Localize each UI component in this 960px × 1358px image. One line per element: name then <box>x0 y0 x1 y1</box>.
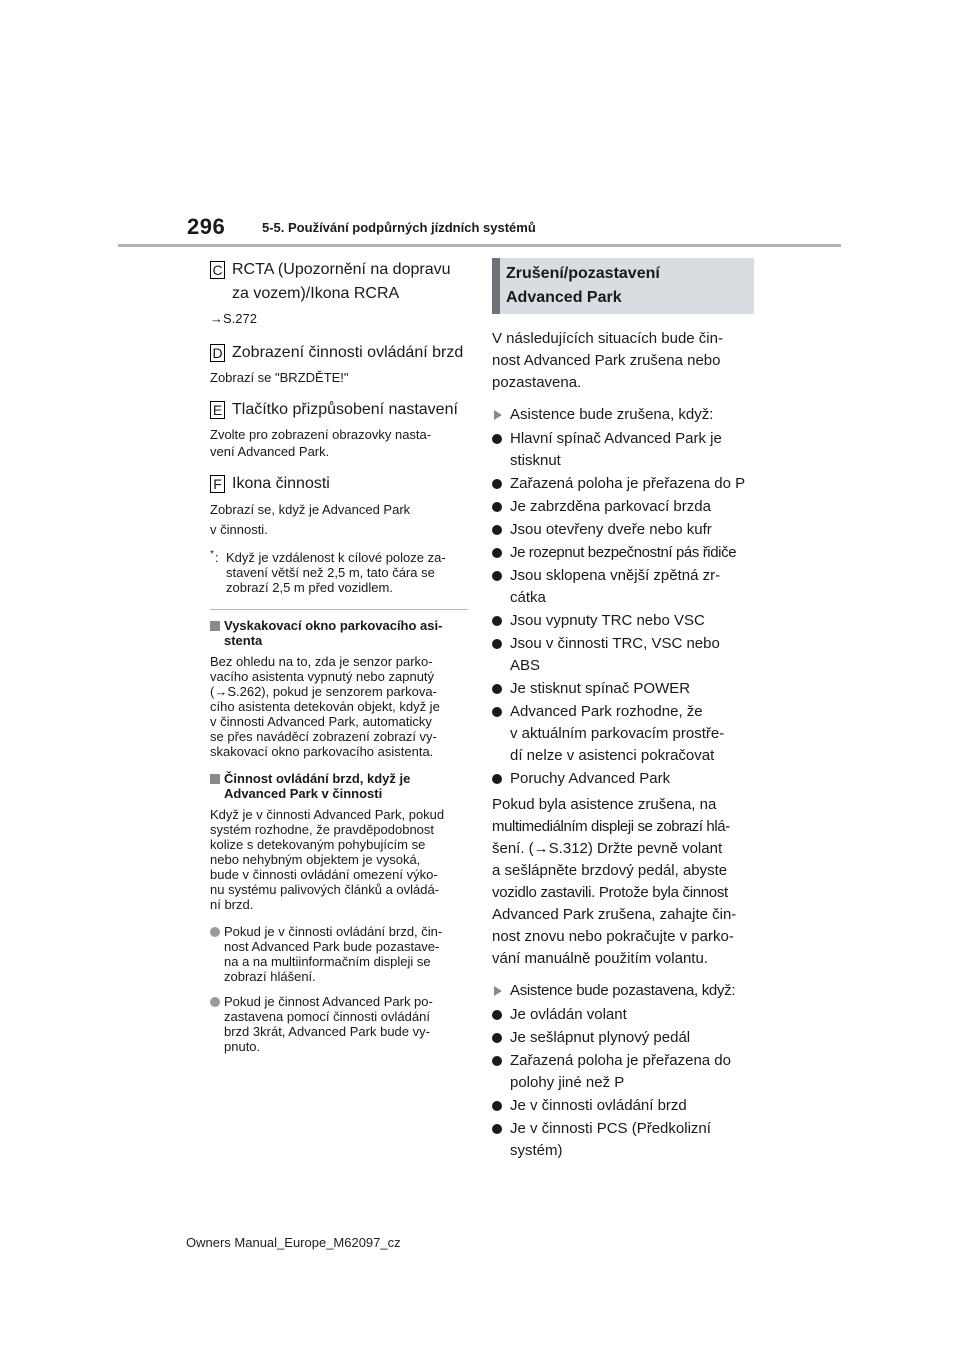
pause-item-line: polohy jiné než P <box>510 1074 625 1091</box>
bullet-icon <box>492 571 502 581</box>
popup-line: Bez ohledu na to, zda je senzor parko- <box>210 654 433 669</box>
cancel-after-paragraph <box>492 794 754 970</box>
cancel-item-line: Je zabrzděna parkovací brzda <box>510 498 711 515</box>
intro-line: pozastavena. <box>492 374 582 391</box>
cancel-item <box>492 701 754 767</box>
pause-item-line: Zařazená poloha je přeřazena do <box>510 1052 731 1069</box>
item-e-text-line1: Zvolte pro zobrazení obrazovky nasta- <box>210 427 432 442</box>
brake-line: systém rozhodne, že pravděpodobnost <box>210 822 435 837</box>
cancel-item <box>492 678 754 700</box>
circle-note-line: Pokud je činnost Advanced Park po- <box>224 994 433 1009</box>
popup-heading <box>210 618 468 648</box>
cancel-after-line: nost znovu nebo pokračujte v parko- <box>492 928 734 945</box>
brake-heading-line2: Advanced Park v činnosti <box>224 786 383 801</box>
brake-line: nebo nehybným objektem je vysoká, <box>210 852 421 867</box>
cancel-after-line: multimediálním displeji se zobrazí hlá- <box>492 818 730 835</box>
pause-title-text: Asistence bude pozastavena, když: <box>510 982 736 999</box>
triangle-bullet-icon <box>494 986 502 996</box>
circle-note-line: zastavena pomocí činnosti ovládání <box>224 1009 430 1024</box>
pause-item-line: Je v činnosti PCS (Předkolizní <box>510 1120 711 1137</box>
cancel-item-line: cátka <box>510 589 546 606</box>
pause-list <box>492 1004 754 1162</box>
footnote-star: * <box>210 549 214 560</box>
section-title: 5-5. Používání podpůrných jízdních systémů <box>262 220 536 235</box>
bullet-icon <box>492 1124 502 1134</box>
item-c-title-line1: RCTA (Upozornění na dopravu <box>232 261 451 278</box>
bullet-icon <box>492 774 502 784</box>
bullet-icon <box>492 525 502 535</box>
item-d-heading <box>210 341 468 365</box>
footnote <box>210 550 468 595</box>
cancel-item-line: Jsou v činnosti TRC, VSC nebo <box>510 635 720 652</box>
square-bullet-icon <box>210 774 220 784</box>
pause-item-line: Je sešlápnut plynový pedál <box>510 1029 691 1046</box>
cancel-item-line: Zařazená poloha je přeřazena do P <box>510 475 746 492</box>
item-f-heading <box>210 472 468 496</box>
item-c-reference[interactable]: →S.272 <box>210 311 257 326</box>
circle-note-line: brzd 3krát, Advanced Park bude vy- <box>224 1024 430 1039</box>
popup-line: skakovací okno parkovacího asistenta. <box>210 744 434 759</box>
cancel-item <box>492 610 754 632</box>
cancel-item <box>492 428 754 472</box>
item-d-text: Zobrazí se "BRZDĚTE!" <box>210 370 349 385</box>
brake-line: ní brzd. <box>210 897 254 912</box>
cancel-list <box>492 428 754 790</box>
pause-item <box>492 1050 754 1094</box>
cancel-item-line: dí nelze v asistenci pokračovat <box>510 747 715 764</box>
pause-item <box>492 1027 754 1049</box>
popup-line: vacího asistenta vypnutý nebo zapnutý <box>210 669 435 684</box>
circle-note-line: Pokud je v činnosti ovládání brzd, čin- <box>224 924 443 939</box>
item-d-title: Zobrazení činnosti ovládání brzd <box>232 344 464 361</box>
heading-line2: Advanced Park <box>506 289 622 306</box>
cancel-title-text: Asistence bude zrušena, když: <box>510 406 714 423</box>
item-f-text-line2: v činnosti. <box>210 522 268 537</box>
bullet-icon <box>492 1056 502 1066</box>
pause-item-line: Je v činnosti ovládání brzd <box>510 1097 687 1114</box>
item-e-text-line2: vení Advanced Park. <box>210 444 330 459</box>
cancel-item-line: Jsou otevřeny dveře nebo kufr <box>510 521 712 538</box>
item-f-text <box>210 500 468 540</box>
circle-note-line: na a na multiinformačním displeji se <box>224 954 431 969</box>
circle-note-2 <box>210 994 468 1054</box>
bullet-icon <box>492 684 502 694</box>
heading-line1: Zrušení/pozastavení <box>506 265 660 282</box>
tag-e: E <box>210 401 225 419</box>
cancel-item-line: stisknut <box>510 452 561 469</box>
pause-item <box>492 1095 754 1117</box>
bullet-icon <box>492 1101 502 1111</box>
popup-paragraph <box>210 654 468 759</box>
cancel-item <box>492 496 754 518</box>
brake-heading <box>210 771 468 801</box>
cancel-item-line: Jsou sklopena vnější zpětná zr- <box>510 567 721 584</box>
cancel-item-line: Hlavní spínač Advanced Park je <box>510 430 722 447</box>
cancel-item-line: Je rozepnut bezpečnostní pás řidiče <box>510 544 737 561</box>
pause-title <box>492 980 754 1002</box>
tag-f: F <box>210 475 225 493</box>
cancel-after-line: Advanced Park zrušena, zahajte čin- <box>492 906 737 923</box>
popup-line: se přes naváděcí zobrazení zobrazí vy- <box>210 729 437 744</box>
brake-paragraph <box>210 807 468 912</box>
triangle-bullet-icon <box>494 410 502 420</box>
bullet-icon <box>492 1010 502 1020</box>
circle-bullet-icon <box>210 997 220 1007</box>
footnote-line3: zobrazí 2,5 m před vozidlem. <box>226 580 393 595</box>
header-rule <box>118 244 841 247</box>
bullet-icon <box>492 548 502 558</box>
item-f-title: Ikona činnosti <box>232 475 330 492</box>
brake-line: nu systému palivových článků a ovládá- <box>210 882 440 897</box>
cancel-item-line: Je stisknut spínač POWER <box>510 680 691 697</box>
footnote-line2: stavení větší než 2,5 m, tato čára se <box>226 565 435 580</box>
item-c-title-line2: za vozem)/Ikona RCRA <box>232 285 400 302</box>
bullet-icon <box>492 434 502 444</box>
footnote-line1: Když je vzdálenost k cílové poloze za- <box>226 550 446 565</box>
cancel-item <box>492 473 754 495</box>
right-column <box>492 258 754 1163</box>
cancel-item <box>492 565 754 609</box>
intro-paragraph <box>492 328 754 394</box>
bullet-icon <box>492 707 502 717</box>
cancel-item-line: v aktuálním parkovacím prostře- <box>510 725 725 742</box>
cancel-item <box>492 519 754 541</box>
circle-note-1 <box>210 924 468 984</box>
circle-bullet-icon <box>210 927 220 937</box>
intro-line: V následujících situacích bude čin- <box>492 330 723 347</box>
page-number: 296 <box>187 214 226 239</box>
bullet-icon <box>492 616 502 626</box>
pause-item-line: Je ovládán volant <box>510 1006 627 1023</box>
brake-line: Když je v činnosti Advanced Park, pokud <box>210 807 445 822</box>
item-e-heading <box>210 398 468 422</box>
footer-manual-id: Owners Manual_Europe_M62097_cz <box>186 1235 401 1250</box>
bullet-icon <box>492 479 502 489</box>
cancel-after-line: vání manuálně použitím volantu. <box>492 950 708 967</box>
popup-heading-line1: Vyskakovací okno parkovacího asi- <box>224 618 443 633</box>
cancel-item <box>492 768 754 790</box>
circle-note-line: pnuto. <box>224 1039 261 1054</box>
cancel-item-line: ABS <box>510 657 541 674</box>
popup-line: (→S.262), pokud je senzorem parkova- <box>210 684 437 699</box>
pause-item-line: systém) <box>510 1142 563 1159</box>
pause-item <box>492 1118 754 1162</box>
item-e-title: Tlačítko přizpůsobení nastavení <box>232 401 458 418</box>
cancel-after-line: šení. (→S.312) Držte pevně volant <box>492 840 723 857</box>
cancel-item-line: Poruchy Advanced Park <box>510 770 671 787</box>
brake-heading-line1: Činnost ovládání brzd, když je <box>224 771 411 786</box>
cancel-after-line: Pokud byla asistence zrušena, na <box>492 796 717 813</box>
cancel-item <box>492 542 754 564</box>
square-bullet-icon <box>210 621 220 631</box>
cancel-after-line: a sešlápněte brzdový pedál, abyste <box>492 862 728 879</box>
intro-line: nost Advanced Park zrušena nebo <box>492 352 721 369</box>
pause-item <box>492 1004 754 1026</box>
cancel-title <box>492 404 754 426</box>
bullet-icon <box>492 502 502 512</box>
popup-heading-line2: stenta <box>224 633 263 648</box>
tag-d: D <box>210 344 225 362</box>
popup-line: v činnosti Advanced Park, automaticky <box>210 714 432 729</box>
circle-note-line: zobrazí hlášení. <box>224 969 316 984</box>
cancel-pause-heading <box>492 258 754 314</box>
cancel-item <box>492 633 754 677</box>
item-c-heading <box>210 258 468 306</box>
cancel-item-line: Jsou vypnuty TRC nebo VSC <box>510 612 705 629</box>
bullet-icon <box>492 639 502 649</box>
divider <box>210 609 468 610</box>
cancel-after-line: vozidlo zastavili. Protože byla činnost <box>492 884 728 901</box>
bullet-icon <box>492 1033 502 1043</box>
cancel-item-line: Advanced Park rozhodne, že <box>510 703 703 720</box>
brake-line: bude v činnosti ovládání omezení výko- <box>210 867 438 882</box>
item-f-text-line1: Zobrazí se, když je Advanced Park <box>210 502 411 517</box>
popup-line: cího asistenta detekován objekt, když je <box>210 699 440 714</box>
tag-c: C <box>210 261 225 279</box>
brake-line: kolize s detekovaným pohybujícím se <box>210 837 426 852</box>
footnote-colon: : <box>215 550 219 565</box>
circle-note-line: nost Advanced Park bude pozastave- <box>224 939 440 954</box>
item-e-text <box>210 426 468 460</box>
left-column <box>210 258 468 1064</box>
